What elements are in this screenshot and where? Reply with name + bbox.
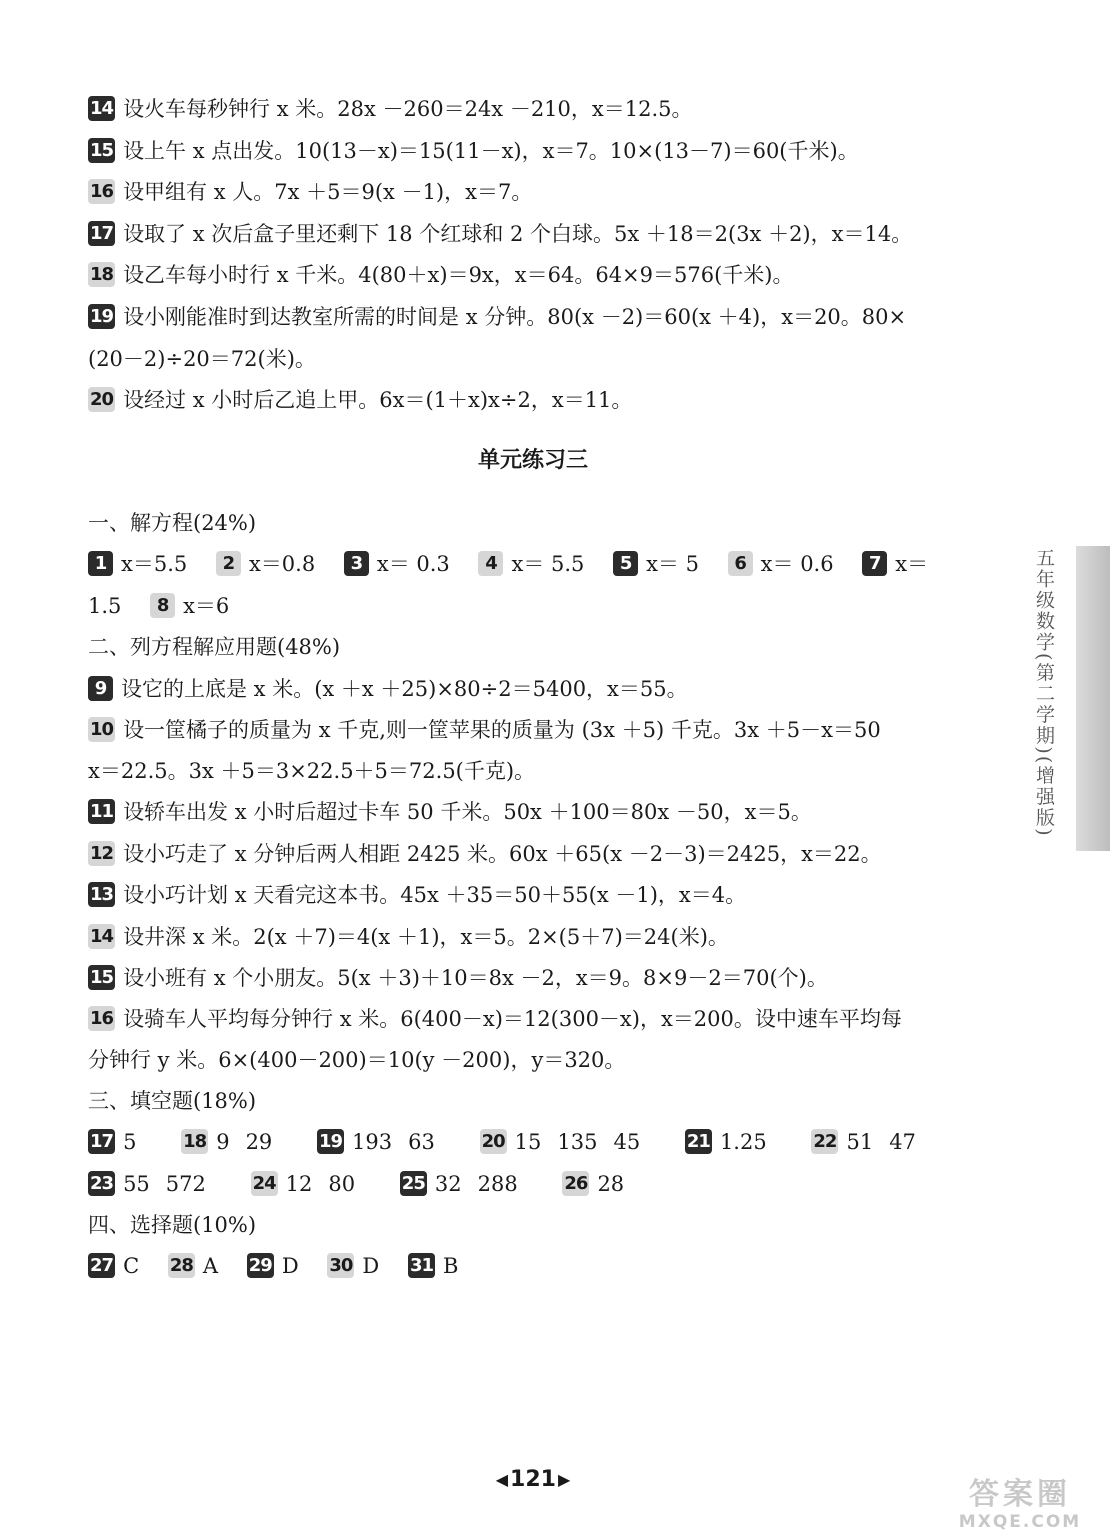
item-number-badge: 18 (90, 264, 114, 285)
list-item (88, 172, 988, 212)
answer-item (88, 544, 187, 584)
list-item (88, 131, 988, 171)
answer-value: 32 (434, 1172, 462, 1196)
answer-row (88, 1164, 988, 1204)
answer-item (88, 1122, 152, 1162)
item-number-badge: 18 (183, 1131, 207, 1152)
item-number-badge: 3 (344, 551, 369, 576)
answer-item (728, 544, 834, 584)
item-continuation: x＝22.5。3x ＋5＝3×22.5＋5＝72.5(千克)。 (88, 759, 536, 783)
item-number-badge: 8 (150, 593, 175, 618)
answer-value: 9 (216, 1130, 230, 1154)
answer-row (88, 1246, 988, 1286)
item-number-badge: 31 (409, 1255, 433, 1276)
item-text: 设经过 x 小时后乙追上甲。6x＝(1＋x)x÷2，x＝11。 (123, 388, 633, 412)
item-number-badge: 30 (329, 1255, 353, 1276)
answer-continuation: 1.5 (88, 594, 122, 618)
item-number-badge: 16 (90, 181, 114, 202)
item-number-badge: 4 (478, 551, 503, 576)
answer-text: x＝0.8 (248, 552, 316, 576)
answer-text: D (281, 1254, 299, 1278)
item-continuation: 分钟行 y 米。6×(400－200)＝10(y －200)，y＝320。 (88, 1048, 626, 1072)
answer-value: 5 (123, 1130, 137, 1154)
list-item (88, 834, 988, 874)
answer-text: A (202, 1254, 219, 1278)
answer-item (88, 1164, 222, 1204)
list-item (88, 297, 988, 337)
list-item (88, 917, 988, 957)
item-text: 设小巧走了 x 分钟后两人相距 2425 米。60x ＋65(x －2－3)＝2425，x＝22。 (123, 842, 882, 866)
item-number-badge: 2 (216, 551, 241, 576)
list-item (88, 255, 988, 295)
item-number-badge: 9 (88, 676, 113, 701)
answer-item (251, 1164, 372, 1204)
item-text: 设它的上底是 x 米。(x ＋x ＋25)×80÷2＝5400，x＝55。 (121, 677, 688, 701)
answer-text: x＝ 0.3 (376, 552, 450, 576)
answer-value: 63 (408, 1130, 435, 1154)
item-number-badge: 7 (862, 551, 887, 576)
item-text: 设取了 x 次后盒子里还剩下 18 个红球和 2 个白球。5x ＋18＝2(3x ＋2)，x＝14。 (123, 222, 913, 246)
item-number-badge: 11 (90, 801, 114, 822)
list-item (88, 792, 988, 832)
item-number-badge: 14 (90, 98, 114, 119)
watermark-cn: 答案圈 (969, 1477, 1071, 1512)
answer-item (247, 1246, 299, 1286)
item-number-badge: 28 (169, 1255, 193, 1276)
item-number-badge: 20 (90, 389, 114, 410)
item-text: 设井深 x 米。2(x ＋7)＝4(x ＋1)，x＝5。2×(5＋7)＝24(米)。 (123, 925, 729, 949)
item-number-badge: 6 (728, 551, 753, 576)
answer-value: 135 (557, 1130, 598, 1154)
item-text: 设轿车出发 x 小时后超过卡车 50 千米。50x ＋100＝80x －50，x＝5。 (123, 800, 812, 824)
answer-value: 29 (245, 1130, 273, 1154)
item-text: 设小刚能准时到达教室所需的时间是 x 分钟。80(x －2)＝60(x ＋4)，x＝20。80× (123, 305, 907, 329)
item-number-badge: 21 (686, 1131, 710, 1152)
section-heading: 二、列方程解应用题(48%) (88, 635, 341, 659)
section-heading: 四、选择题(10%) (88, 1213, 257, 1237)
item-text: 设乙车每小时行 x 千米。4(80＋x)＝9x，x＝64。64×9＝576(千米)。 (123, 263, 794, 287)
answer-row (88, 586, 988, 626)
list-item (88, 669, 988, 709)
item-number-badge: 15 (90, 967, 114, 988)
item-number-badge: 24 (252, 1173, 276, 1194)
answer-text: C (123, 1254, 140, 1278)
answer-text: x＝5.5 (121, 552, 188, 576)
page-number (0, 1460, 1066, 1500)
item-number-badge: 19 (318, 1131, 343, 1152)
answer-item (317, 1122, 451, 1162)
page-number-text: 121 (510, 1467, 556, 1492)
answer-value: 12 (285, 1172, 313, 1196)
item-number-badge: 25 (401, 1173, 425, 1194)
answer-item (400, 1164, 534, 1204)
answer-text: B (443, 1254, 459, 1278)
item-number-badge: 22 (813, 1131, 837, 1152)
answer-text: x＝ 0.6 (760, 552, 834, 576)
answer-item (478, 544, 584, 584)
side-tab (1076, 546, 1110, 851)
section-heading: 一、解方程(24%) (88, 511, 257, 535)
item-number-badge: 27 (90, 1255, 114, 1276)
list-item (88, 999, 988, 1039)
watermark-en: MXQE.COM (958, 1512, 1082, 1532)
answer-value: 80 (328, 1172, 356, 1196)
answer-item (181, 1122, 288, 1162)
list-item (88, 710, 988, 750)
answer-value: 193 (352, 1130, 393, 1154)
item-number-badge: 26 (564, 1173, 588, 1194)
answer-value: 51 (846, 1130, 874, 1154)
answer-item (562, 1164, 640, 1204)
item-number-badge: 29 (248, 1255, 272, 1276)
item-text: 设上午 x 点出发。10(13－x)＝15(11－x)，x＝7。10×(13－7)＝60(千米)。 (123, 139, 859, 163)
item-number-badge: 1 (88, 551, 113, 576)
item-number-badge: 19 (90, 306, 114, 327)
list-item (88, 89, 988, 129)
answer-value: 572 (165, 1172, 206, 1196)
section-heading: 三、填空题(18%) (88, 1089, 257, 1113)
item-text: 设甲组有 x 人。7x ＋5＝9(x －1)，x＝7。 (123, 180, 533, 204)
item-number-badge: 17 (90, 1131, 114, 1152)
item-number-badge: 16 (90, 1008, 114, 1029)
unit-title: 单元练习三 (477, 448, 588, 473)
answer-item (408, 1246, 459, 1286)
answer-value: 28 (597, 1172, 625, 1196)
item-number-badge: 20 (481, 1131, 505, 1152)
item-number-badge: 5 (613, 551, 638, 576)
item-number-badge: 12 (90, 843, 114, 864)
item-number-badge: 23 (90, 1173, 114, 1194)
answer-item (150, 586, 229, 626)
answer-item (216, 544, 315, 584)
answer-item (327, 1246, 379, 1286)
item-number-badge: 17 (90, 223, 114, 244)
item-text: 设一筐橘子的质量为 x 千克,则一筐苹果的质量为 (3x ＋5) 千克。3x ＋5－x＝50 (123, 718, 881, 742)
answer-value: 55 (123, 1172, 150, 1196)
answer-value: 47 (889, 1130, 916, 1154)
side-label: 五年级数学(第二学期)(增强版) (1033, 548, 1055, 838)
arrow-right-icon: ▶ (557, 1470, 571, 1489)
list-item (88, 958, 988, 998)
answer-text: x＝ (895, 552, 929, 576)
answer-text: x＝ 5 (646, 552, 699, 576)
list-item (88, 875, 988, 915)
answer-item (168, 1246, 218, 1286)
item-text: 设小巧计划 x 天看完这本书。45x ＋35＝50＋55(x －1)，x＝4。 (123, 883, 747, 907)
answer-text: x＝ 5.5 (511, 552, 585, 576)
answer-item (613, 544, 699, 584)
answer-row (88, 544, 988, 584)
list-item (88, 214, 988, 254)
arrow-left-icon: ◀ (495, 1470, 509, 1489)
answer-text: x＝6 (183, 594, 230, 618)
answer-item (88, 1246, 139, 1286)
answer-item (862, 544, 928, 584)
item-continuation: (20－2)÷20＝72(米)。 (88, 347, 316, 371)
answer-value: 288 (477, 1172, 518, 1196)
answer-item (685, 1122, 783, 1162)
item-number-badge: 15 (90, 140, 114, 161)
item-text: 设火车每秒钟行 x 米。28x －260＝24x －210，x＝12.5。 (123, 97, 693, 121)
item-text: 设骑车人平均每分钟行 x 米。6(400－x)＝12(300－x)，x＝200。设中速车平均每 (123, 1007, 902, 1031)
item-number-badge: 10 (90, 719, 114, 740)
answer-value: 15 (514, 1130, 542, 1154)
item-number-badge: 13 (90, 884, 114, 905)
answer-text: D (362, 1254, 380, 1278)
answer-value: 1.25 (719, 1130, 767, 1154)
answer-item (480, 1122, 657, 1162)
item-text: 设小班有 x 个小朋友。5(x ＋3)＋10＝8x －2，x＝9。8×9－2＝70(个)。 (123, 966, 828, 990)
answer-row (88, 1122, 988, 1162)
answer-item (344, 544, 450, 584)
watermark-logo (930, 1478, 1110, 1536)
answer-item (811, 1122, 932, 1162)
answer-value: 45 (613, 1130, 641, 1154)
list-item (88, 380, 988, 420)
item-number-badge: 14 (90, 926, 114, 947)
